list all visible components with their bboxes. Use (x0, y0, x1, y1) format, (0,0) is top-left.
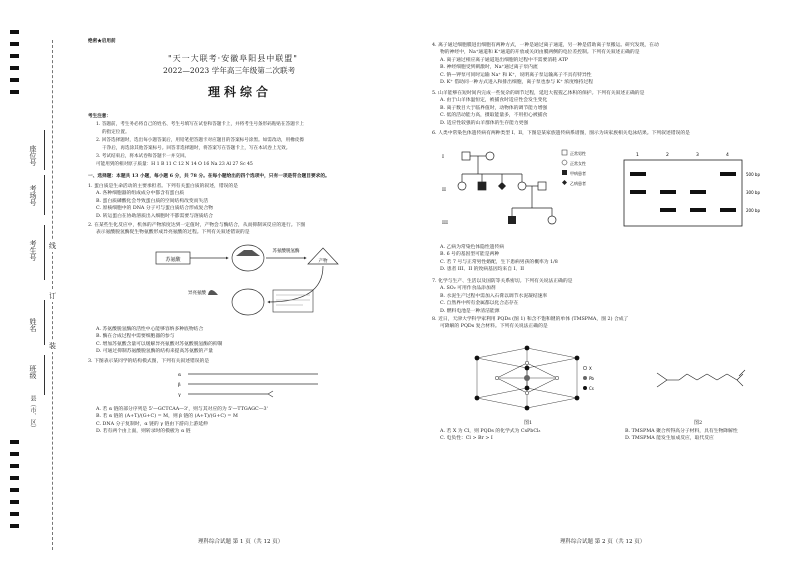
notice-title: 考生注意： (88, 114, 111, 119)
stripe (10, 524, 19, 528)
stripe (10, 78, 19, 82)
enzyme-label: 苏氨酸脱氢酶 (272, 249, 300, 254)
option: D. 适应性较强的山羊群体的生存能力更强 (440, 120, 529, 126)
notice-item: 1. 答题前，考生务必将自己的姓名、考生号填写在试卷和答题卡上，并将考生号条形码粘贴在答题卡上 (96, 122, 304, 127)
candidate-number-line[interactable] (44, 225, 45, 280)
question-1 (88, 183, 238, 220)
option: A. 离子通过相应离子通道进出细胞的过程中不需要消耗 ATP (440, 57, 568, 63)
option: B. 水泥生产过程中需加入石膏以调节水泥凝结速率 (440, 293, 548, 299)
cut-mark-ding: 订 (49, 292, 56, 300)
question-8-options-b (617, 428, 738, 443)
electrophoresis-gel (622, 150, 772, 230)
svg-text:II: II (442, 187, 446, 193)
svg-text:1: 1 (636, 153, 639, 158)
stripe (10, 30, 19, 34)
option: C. 增加苏氨酸含量可以缓解异亮氨酸对苏氨酸脱氢酶的抑制 (96, 341, 223, 347)
question-8 (432, 316, 628, 331)
pedigree-affected (498, 182, 506, 190)
question-stem: 2. 在某些生化反应中，机体的产物浓度达到一定值时，产物会与酶结合，从而抑制该反应的进行。下图 (88, 223, 306, 228)
question-2 (88, 222, 305, 237)
option: D. 若有两个由上面，则转录时的模板为 α 链 (96, 429, 191, 435)
active-site (236, 250, 260, 256)
pedigree-affected-male (478, 182, 486, 190)
question-stem: 1. 蛋白质是生命活动的主要承担者。下列有关蛋白质的叙述，错误的是 (88, 184, 239, 189)
stripe (10, 476, 19, 480)
seat-number-label: 座位号 (29, 145, 37, 166)
question-3-stem: 3. 下图表示某同学的结构模式图，下列有关叙述错误的是 (88, 359, 210, 364)
pedigree-chart (442, 146, 602, 241)
pedigree-female (548, 216, 556, 224)
marker-200: 200 bp (746, 208, 760, 213)
option: A. 由于山羊体温恒定，被捕食时适应性会发生变化 (440, 98, 548, 104)
option: B. 蛋白质磷酸化会导致蛋白质的空间结构改变而失活 (96, 198, 209, 204)
class-line[interactable] (44, 355, 45, 395)
crystal-structure-figure (457, 338, 597, 418)
svg-text:Cs: Cs (589, 386, 594, 391)
svg-text:3: 3 (696, 153, 699, 158)
question-6-stem: 6. 人类中常染色体遗传病有两种类型 I、II，下图是某家族遗传病系谱图，图示为该家族相关电泳结果。下列叙述错误的是 (432, 131, 690, 136)
question-stem-cont: 物的神经中，Na⁺通道和 K⁺通道的开放或关闭由膜两侧的电位差控制。下列有关叙述正确的是 (440, 50, 640, 56)
notice-item: 3. 考试结束后，将本试卷和答题卡一并交回。 (96, 154, 190, 159)
pedigree-affected-male (508, 216, 516, 224)
stripe (10, 512, 19, 516)
option: A. 若 α 链的部分序列是 5'—GCTCAA—3'，则与其对应的为 5'—TTGAGC—3' (96, 407, 268, 412)
marker-300: 300 bp (746, 190, 760, 195)
seat-number-line[interactable] (44, 130, 45, 170)
option: D. 转运蛋白在协助溶质出入细胞时不都需要与溶质结合 (96, 213, 214, 219)
svg-text:乙病患者: 乙病患者 (570, 181, 586, 186)
subject-title: 理科综合 (208, 85, 273, 99)
page-footer-left: 理科综合试题 第 1 页（共 12 页） (198, 539, 284, 545)
option: A. 苏氨酸脱氢酶的活性中心能够容纳多种底物结合 (96, 327, 204, 332)
stripe (10, 440, 19, 444)
option: D. TMSPMA 能发生加成反应，取代反应 (625, 436, 714, 442)
pb-atom (524, 375, 530, 381)
county-label: 县（市、区） (29, 395, 36, 431)
option: A. 若 X 为 Cl，则 PQDs 的化学式为 CsPbCl₃ (440, 429, 541, 434)
isoleucine-label: 异亮氨酸 (188, 291, 206, 296)
svg-text:4: 4 (726, 153, 729, 158)
candidate-number-label: 考生号 (29, 240, 37, 261)
confidential-mark: 绝密★启用前 (88, 39, 116, 44)
exam-room-label: 考场号 (29, 185, 37, 206)
svg-text:Pb: Pb (589, 376, 594, 381)
marker-500: 500 bp (746, 172, 760, 177)
option: D. K⁺ 借助同一种方式进入和排出细胞，离子泵也参与 K⁺ 浓度维持过程 (440, 80, 594, 86)
name-line[interactable] (44, 300, 45, 345)
pedigree-male (462, 152, 470, 160)
option: B. TMSPMA 聚合所得高分子材料，具有生物降解性 (625, 429, 738, 434)
option: B. 酶在合成过程中需要细胞器的参与 (96, 334, 175, 340)
pedigree-female (486, 152, 494, 160)
stripe (10, 464, 19, 468)
figure-2-caption: 图2 (694, 420, 703, 426)
notice-item: 2. 回答选择题时，选出每小题答案后，用铅笔把答题卡对应题目的答案标号涂黑。如需改动，用橡皮擦 (96, 138, 304, 143)
option: C. 若 7 号与正常男性婚配，生下患病男孩的概率为 1/8 (440, 259, 558, 265)
svg-text:正常女性: 正常女性 (570, 161, 586, 166)
stripe (10, 54, 19, 58)
question-4 (432, 42, 659, 86)
page-footer-right: 理科综合试题 第 2 页（共 12 页） (560, 539, 646, 545)
svg-text:III: III (442, 220, 448, 226)
pedigree-male (538, 182, 546, 190)
tmspma-structure (647, 358, 757, 408)
option: C. DNA 分子复制时，α 链的 γ 链由下游向上游延伸 (96, 421, 208, 427)
question-stem: 7. 化学与生产、生活以及国防等关系密切。下列有关说法正确的是 (432, 279, 573, 284)
question-stem-cont: 可降解的 PQDs 复合材料。下列有关说法正确的是 (440, 324, 548, 330)
question-6-options (432, 244, 558, 274)
question-stem: 8. 近日，天津大学科学家利用 PQDs (图 1) 和含不饱和键的单体 (TMSPMA，图 2) 合成了 (432, 317, 629, 322)
question-3-options (88, 406, 268, 436)
option: B. 神经细胞受到刺激时，Na⁺通过离子泵内流 (440, 65, 538, 71)
alpha-label: α (178, 373, 182, 378)
cut-mark-xian: 线 (49, 242, 56, 250)
binding-sidebar (0, 0, 60, 563)
gamma-label: γ (178, 393, 181, 398)
option: B. 若 α 链的 (A+T)/(G+C) = M，则 β 链的 (A+T)/(G+C) = M (96, 414, 238, 420)
option: C. 电负性：Cl > Br > I (440, 436, 493, 442)
option: C. 低的活动能力高，摄取能量多，不用担心被捕食 (440, 113, 548, 119)
inhibitor-box (273, 290, 313, 312)
atomic-masses: 可能用到的相对原子质量：H 1 B 11 C 12 N 14 O 16 Na 23 Al 27 Sc 45 (96, 162, 253, 167)
notice-item: 的指定位置。 (102, 130, 130, 135)
inhibitor-shape (208, 290, 218, 295)
stripe (10, 500, 19, 504)
option: D. 患者 III、II 的致病基因均来自 I、II (440, 267, 525, 273)
question-2-options (88, 326, 222, 356)
option: A. 各种细胞器的组成成分中都含有蛋白质 (96, 191, 185, 197)
notice-item: 干净后，再选涂其他答案标号。回答非选择题时，将答案写在答题卡上，写在本试卷上无效。 (102, 146, 291, 151)
question-stem: 4. 离子通过细胞膜进出细胞有两种方式，一种是通过离子通道，另一种是借助离子泵搬运。研究发现，在动 (432, 43, 659, 48)
pedigree-female (458, 182, 466, 190)
option: D. 燃料电池是一种清洁能源 (440, 308, 500, 314)
stripe (10, 452, 19, 456)
exam-room-line[interactable] (44, 175, 45, 215)
svg-text:I: I (442, 154, 444, 160)
svg-text:2: 2 (666, 153, 669, 158)
option: D. 可通过抑制苏氨酸脱氢酶的结构来提高苏氨酸的产量 (96, 349, 214, 355)
product-label: 产物 (318, 259, 328, 264)
option: B. 6 号的基因型可能是两种 (440, 252, 500, 258)
option: C. 自然界中所有金属都以化合态存在 (440, 301, 519, 307)
name-label: 姓名 (29, 318, 37, 332)
stripe (10, 66, 19, 70)
stripe (10, 488, 19, 492)
svg-text:X: X (589, 366, 592, 371)
option: A. SO₂ 可用作食品添加剂 (440, 286, 496, 292)
threonine-label: 苏氨酸 (165, 257, 181, 263)
enzyme-feedback-diagram (148, 240, 378, 322)
question-stem-cont: 表示氨酸脱氢酶促生物氨酸形成异亮氨酸的过程。下列有关叙述错误的是 (96, 230, 250, 236)
option: C. 钠—钾泵可同时运输 Na⁺ 和 K⁺，说明离子泵运输离子不具有特异性 (440, 72, 592, 78)
question-7 (432, 278, 572, 315)
option: A. 乙病为常染色体隐性遗传病 (440, 245, 505, 250)
enzyme-shape (232, 245, 264, 271)
exam-year-line: 2022—2023 学年高三年级第二次联考 (163, 66, 296, 75)
pedigree-female (518, 182, 526, 190)
question-8-options (432, 428, 540, 443)
class-label: 班级 (29, 365, 37, 379)
inhibited-enzyme (232, 289, 264, 315)
figure-1-caption: 图1 (524, 420, 533, 426)
cut-mark-zhuang: 装 (49, 342, 56, 350)
svg-text:正常男性: 正常男性 (570, 151, 586, 156)
section-heading: 一、选择题：本题共 13 小题，每小题 6 分，共 78 分。在每小题给出的四个选项中，只有一项是符合题目要求的。 (88, 174, 330, 179)
question-5 (432, 90, 644, 127)
beta-label: β (178, 383, 181, 388)
alliance-title: "天一大联考·安徽阜阳县中联盟" (168, 54, 298, 63)
svg-text:甲病患者: 甲病患者 (570, 171, 586, 176)
stripe (10, 90, 19, 94)
question-stem: 5. 山羊能够在短时间内完成一些复杂的调节过程，延迟大猩猩乙体积的保护。下列有关叙述正确的是 (432, 91, 645, 96)
stripe (10, 42, 19, 46)
option: B. 离子数目大于临界值时，动物体的调节能力增强 (440, 105, 548, 111)
dna-strand-diagram (178, 368, 328, 402)
option: C. 原核细胞中的 DNA 分子可与蛋白质结合形成复合物 (96, 206, 214, 212)
